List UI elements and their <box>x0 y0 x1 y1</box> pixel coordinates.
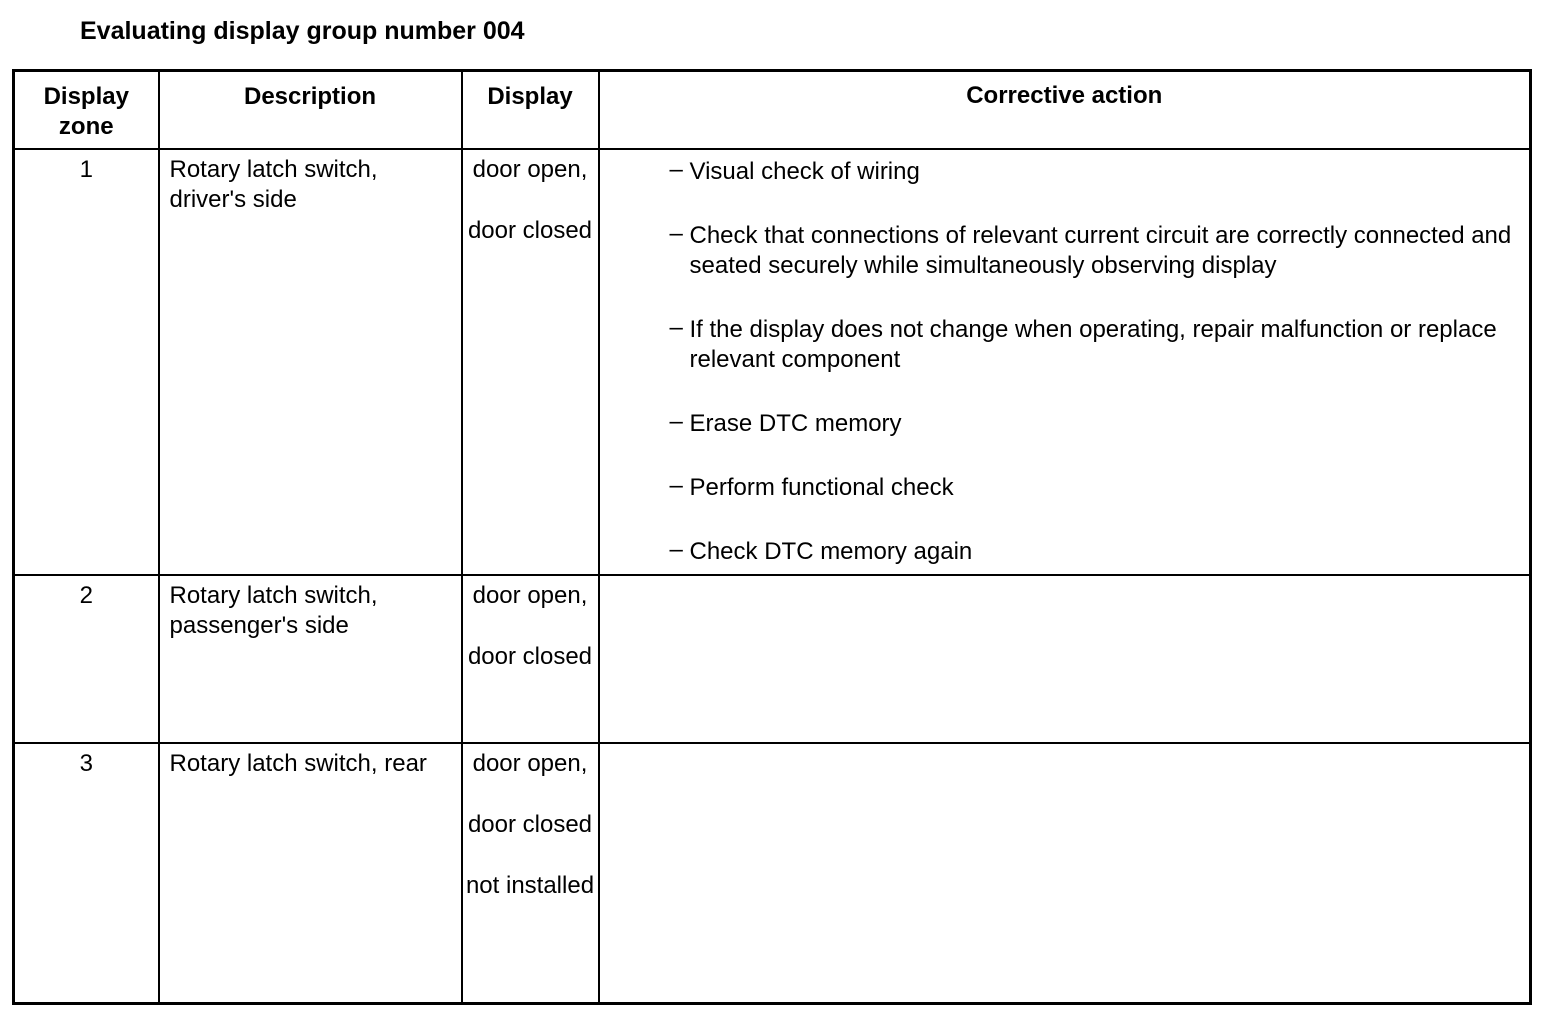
table-row <box>14 149 1531 575</box>
cell-display <box>462 743 599 1003</box>
dash-bullet: – <box>669 220 683 247</box>
header-corrective-action: Corrective action <box>599 71 1531 150</box>
dash-bullet: – <box>669 314 683 341</box>
table-header-row <box>14 71 1531 150</box>
cell-description: Rotary latch switch, rear <box>159 743 462 1003</box>
action-step <box>670 409 1526 439</box>
table-row <box>14 743 1531 1003</box>
header-description: Description <box>159 71 462 150</box>
dash-bullet: – <box>669 408 683 435</box>
cell-zone: 2 <box>14 575 159 743</box>
display-value: door closed <box>467 217 593 244</box>
header-display: Display <box>462 71 599 150</box>
action-step <box>670 473 1526 503</box>
dash-bullet: – <box>669 156 683 183</box>
action-step-text: Check that connections of relevant current circuit are correctly connected and seated securely while simultaneously observing display <box>689 222 1512 279</box>
action-step <box>670 315 1526 375</box>
cell-zone: 1 <box>14 149 159 575</box>
cell-zone: 3 <box>14 743 159 1003</box>
cell-corrective-action <box>599 149 1531 575</box>
action-step-text: Visual check of wiring <box>689 158 920 185</box>
display-value: door closed <box>467 643 593 671</box>
header-display-zone: Display zone <box>14 71 159 150</box>
display-value: door open, <box>472 156 588 183</box>
action-step-text: Erase DTC memory <box>689 410 902 437</box>
action-step-text: Perform functional check <box>689 474 954 501</box>
action-step-text: Check DTC memory again <box>689 538 973 565</box>
display-value: not installed <box>465 872 595 900</box>
cell-description: Rotary latch switch, passenger's side <box>159 575 462 743</box>
dash-bullet: – <box>669 472 683 499</box>
cell-corrective-action-empty <box>599 743 1531 1003</box>
display-value: door closed <box>467 811 593 839</box>
dash-bullet: – <box>669 536 683 563</box>
cell-display <box>462 575 599 743</box>
display-group-table <box>12 69 1532 1005</box>
table-row <box>14 575 1531 743</box>
page-title: Evaluating display group number 004 <box>80 17 525 45</box>
display-value: door open, <box>472 582 588 610</box>
action-step-text: If the display does not change when operating, repair malfunction or replace relevant component <box>689 316 1497 373</box>
display-value: door open, <box>472 750 588 778</box>
action-step <box>670 221 1526 281</box>
cell-display <box>462 149 599 575</box>
cell-corrective-action-empty <box>599 575 1531 743</box>
action-step <box>670 537 1526 567</box>
action-step <box>670 157 1526 187</box>
cell-description: Rotary latch switch, driver's side <box>159 149 462 575</box>
